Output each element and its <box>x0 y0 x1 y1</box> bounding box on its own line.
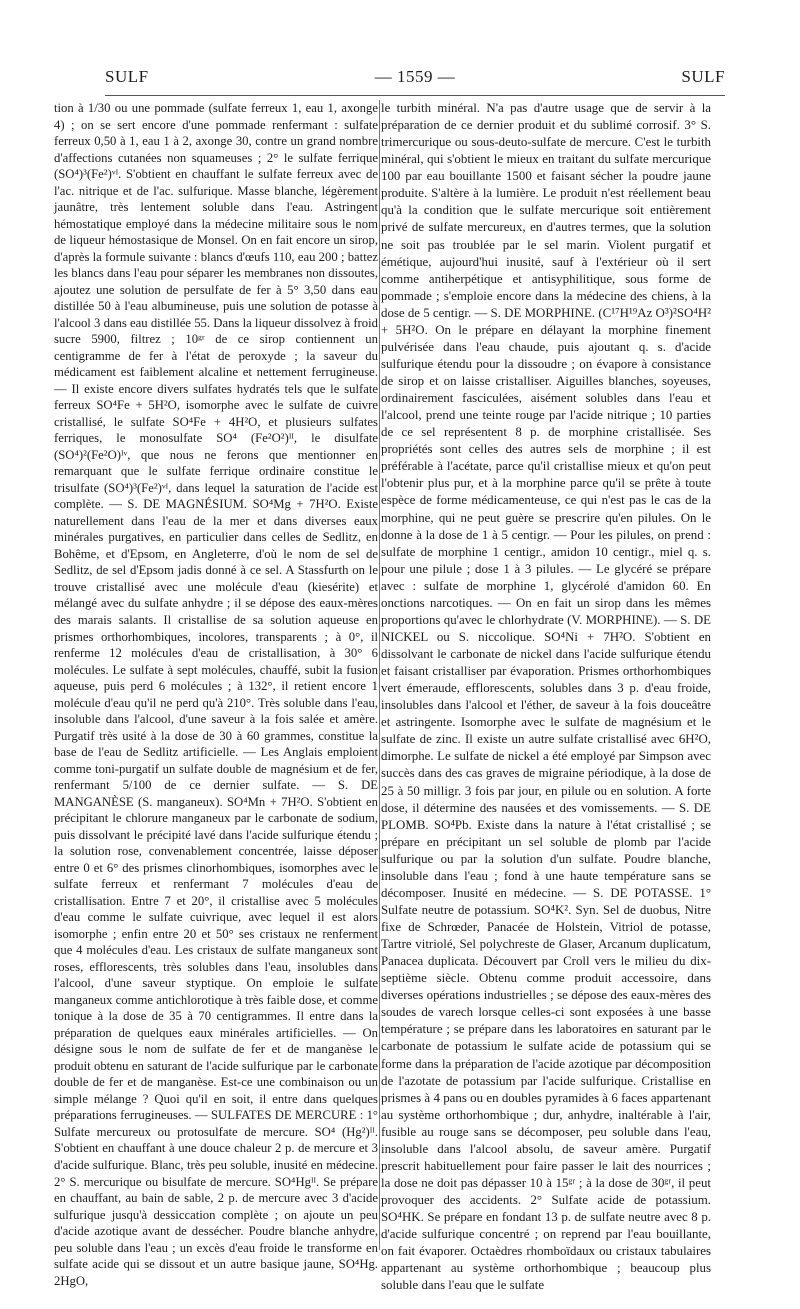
right-column-text: le turbith minéral. N'a pas d'autre usage que de servir à la préparation de ce dernier produit et du sublimé corrosif. 3° S. trimercurique ou sous-deuto-sulfate de mercure. C'est le turbith minéral, qui s'obtient le mieux en traitant du sulfate mercurique 100 par eau bouillante 1500 et faisant sécher la poudre jaune produite. S'altère à la lumière. Le produit n'est réellement beau qu'à la condition que le sulfate mercurique soit entièrement privé de sulfate mercureux, en d'autres termes, que la solution ne soit pas troublée par le sel marin. Violent purgatif et émétique, aujourd'hui inusité, sauf à l'extérieur où il sert comme antiherpétique et antisyphilitique, sous forme de pommade ; s'emploie encore dans la médecine des chiens, à la dose de 5 centigr. — S. DE MORPHINE. (C¹⁷H¹⁹Az O³)²SO⁴H² + 5H²O. On le prépare en délayant la morphine finement pulvérisée dans l'eau chaude, puis ajoutant q. s. d'acide sulfurique étendu pour la dissoudre ; on évapore à consistance de sirop et on laisse cristalliser. Aiguilles blanches, soyeuses, ordinairement fasciculées, aisément solubles dans l'eau et l'alcool, prend une teinte rouge par l'acide nitrique ; 10 parties de ce sel représentent 8 p. de morphine cristallisée. Ses propriétés sont celles des autres sels de morphine ; il est préférable à l'acétate, parce qu'il cristallise mieux et qu'on peut l'obtenir plus pur, et à la morphine parce qu'il se prête à toute espèce de forme médicamenteuse, ce qui n'est pas le cas de la morphine, qui ne peut guère se prescrire qu'en pilules. On le donne à la dose de 1 à 5 centigr. — Pour les pilules, on prend : sulfate de morphine 1 centigr., amidon 10 centigr., miel q. s. pour une pilule ; dose 1 à 3 pilules. — Le glycéré se prépare avec : sulfate de morphine 1, glycérolé d'amidon 60. En onctions narcotiques. — On en fait un sirop dans les mêmes proportions qu'avec le chlorhydrate (V. MORPHINE). — S. DE NICKEL ou S. niccolique. SO⁴Ni + 7H²O. S'obtient en dissolvant le carbonate de nickel dans l'acide sulfurique étendu et faisant cristalliser par évaporation. Prismes orthorhombiques vert émeraude, efflorescents, solubles dans 3 p. d'eau froide, insolubles dans l'alcool et l'éther, de saveur à la fois douceâtre et astringente. Isomorphe avec le sulfate de magnésium et le sulfate de zinc. Il existe un autre sulfate cristallisé avec 6H²O, dimorphe. Le sulfate de nickel a été employé par Simpson avec succès dans des cas graves de migraine périodique, à la dose de 25 à 50 milligr. 3 fois par jour, en pilule ou en solution. A forte dose, il détermine des nausées et des vomissements. — S. DE PLOMB. SO⁴Pb. Existe dans la nature à l'état cristallisé ; se prépare en précipitant un sel soluble de plomb par l'acide sulfurique ou par la solution d'un sulfate. Poudre blanche, insoluble dans l'eau ; fond à une haute température sans se décomposer. Inusité en médecine. — S. DE POTASSE. 1° Sulfate neutre de potassium. SO⁴K². Syn. Sel de duobus, Nitre fixe de Schrœder, Panacée de Holstein, Vitriol de potasse, Tartre vitriolé, Sel polychreste de Glaser, Arcanum duplicatum, Panacea duplicata. Découvert par Croll vers le milieu du dix-septième siècle. Obtenu comme produit accessoire, dans diverses opérations industrielles ; se dépose des eaux-mères des soudes de varech lorsque celles-ci sont exposées à une basse température ; se prépare dans les laboratoires en saturant par le carbonate de potassium le sulfate acide de potassium qui se forme dans la préparation de l'acide azotique par décomposition de l'azotate de potassium par l'acide sulfurique. Cristallise en prismes à 4 pans ou en doubles pyramides à 6 faces appartenant au système orthorhombique ; dur, anhydre, inaltérable à l'air, fusible au rouge sans se décomposer, peu soluble dans l'eau, insoluble dans l'alcool absolu, de saveur amère. Purgatif prescrit habituellement pour faire passer le lait des nourrices ; la dose ne doit pas dépasser 10 à 15ᵍʳ ; à la dose de 30ᵍʳ, il peut provoquer des accidents. 2° Sulfate acide de potassium. SO⁴HK. Se prépare en fondant 13 p. de sulfate neutre avec 8 p. d'acide sulfurique concentré ; on reprend par l'eau bouillante, on fait évaporer. Octaèdres rhomboïdaux ou cristaux tabulaires appartenant au système orthorhombique ; beaucoup plus soluble dans l'eau que le sulfate <box>381 101 711 1293</box>
right-column <box>381 100 711 1294</box>
page-number: — 1559 — <box>374 67 456 86</box>
header-rule <box>105 95 725 96</box>
header-left-keyword: SULF <box>105 67 149 86</box>
left-column <box>54 100 378 1289</box>
column-divider <box>379 100 380 1250</box>
left-column-text: tion à 1/30 ou une pommade (sulfate ferreux 1, eau 1, axonge 4) ; on se sert encore d'une pommade renfermant : sulfate ferreux 0,50 à 1, eau 1 à 2, axonge 30, contre un grand nombre d'affections cutanées non squameuses ; 2° le sulfate ferrique (SO⁴)³(Fe²)ᵛᴵ. S'obtient en chauffant le sulfate ferreux avec de l'ac. nitrique et de l'ac. sulfurique. Masse blanche, légèrement jaunâtre, très lentement soluble dans l'eau. Astringent hémostatique employé dans la médecine militaire sous le nom de liqueur hémostasique de Monsel. On en fait encore un sirop, d'après la formule suivante : blancs d'œufs 110, eau 200 ; battez les blancs dans l'eau pour séparer les membranes non dissoutes, ajoutez une solution de persulfate de fer à 5° 3,50 dans eau distillée 50 à l'eau albumineuse, puis une solution de potasse à l'alcool 3 dans eau distillée 55. Dans la liqueur dissolvez à froid sucre 5900, filtrez ; 10ᵍʳ de ce sirop contiennent un centigramme de fer à l'état de peroxyde ; la saveur du médicament est faiblement alcaline et nettement ferrugineuse. — Il existe encore divers sulfates hydratés tels que le sulfate ferreux SO⁴Fe + 5H²O, isomorphe avec le sulfate de cuivre cristallisé, le sulfate SO⁴Fe + 4H²O, et plusieurs sulfates ferriques, le monosulfate SO⁴ (Fe²O²)ᴵᴵ, le disulfate (SO⁴)²(Fe²O)ᴵᵛ, que nous ne ferons que mentionner en remarquant que le sulfate ferrique ordinaire constitue le trisulfate (SO⁴)³(Fe²)ᵛᴵ, dans lequel la saturation de l'acide est complète. — S. DE MAGNÉSIUM. SO⁴Mg + 7H²O. Existe naturellement dans l'eau de la mer et dans diverses eaux minérales purgatives, en particulier dans celles de Sedlitz, en Bohême, et d'Epsom, en Angleterre, d'où le nom de sel de Sedlitz, de sel d'Epsom jadis donné à ce sel. A Stassfurth on le trouve cristallisé avec une molécule d'eau (kiesérite) et mélangé avec du sulfate anhydre ; il se dépose des eaux-mères des marais salants. Il cristallise de sa solution aqueuse en prismes orthorhombiques, incolores, transparents ; à 0°, il renferme 12 molécules d'eau de cristallisation, à 30° 6 molécules. Le sulfate à sept molécules, chauffé, subit la fusion aqueuse, puis perd 6 molécules ; à 132°, il retient encore 1 molécule d'eau qu'il ne perd qu'à 210°. Très soluble dans l'eau, insoluble dans l'alcool, d'une saveur à la fois salée et amère. Purgatif très usité à la dose de 30 à 60 grammes, constitue la base de l'eau de Sedlitz artificielle. — Les Anglais emploient comme toni-purgatif un sulfate double de magnésium et de fer, renfermant 5/100 de ce dernier sulfate. — S. DE MANGANÈSE (S. manganeux). SO⁴Mn + 7H²O. S'obtient en précipitant le chlorure manganeux par le carbonate de sodium, puis dissolvant le précipité lavé dans l'acide sulfurique étendu ; la solution rose, convenablement concentrée, laisse déposer entre 0 et 6° des prismes clinorhombiques, isomorphes avec le sulfate ferreux et renfermant 7 molécules d'eau de cristallisation. Entre 7 et 20°, il cristallise avec 5 molécules d'eau comme le sulfate cuivrique, avec lequel il est alors isomorphe ; enfin entre 20 et 50° ses cristaux ne renferment que 4 molécules d'eau. Les cristaux de sulfate manganeux sont roses, efflorescents, très solubles dans l'eau, insolubles dans l'alcool, d'une saveur styptique. On emploie le sulfate manganeux comme antichlorotique à très faible dose, et comme tonique à la dose de 35 à 70 centigrammes. Il entre dans la préparation de quelques eaux minérales artificielles. — On désigne sous le nom de sulfate de fer et de manganèse le produit obtenu en saturant de l'acide sulfurique par le carbonate double de fer et de manganèse. Est-ce une combinaison ou un simple mélange ? Quoi qu'il en soit, il entre dans quelques préparations ferrugineuses. — SULFATES DE MERCURE : 1° Sulfate mercureux ou protosulfate de mercure. SO⁴ (Hg²)ᴵᴵ. S'obtient en chauffant à une douce chaleur 2 p. de mercure et 3 d'acide sulfurique. Blanc, très peu soluble, inusité en médecine. 2° S. mercurique ou bisulfate de mercure. SO⁴Hgᴵᴵ. Se prépare en chauffant, au bain de sable, 2 p. de mercure avec 3 d'acide sulfurique jusqu'à dessiccation complète ; on ajoute un peu d'acide azotique avant de dessécher. Poudre blanche anhydre, peu soluble dans l'eau ; un excès d'eau froide le transforme en sulfate acide qui se dissout et un autre basique jaune, SO⁴Hg. 2HgO, <box>54 101 378 1288</box>
header-right-keyword: SULF <box>681 67 725 86</box>
running-header <box>105 62 725 92</box>
